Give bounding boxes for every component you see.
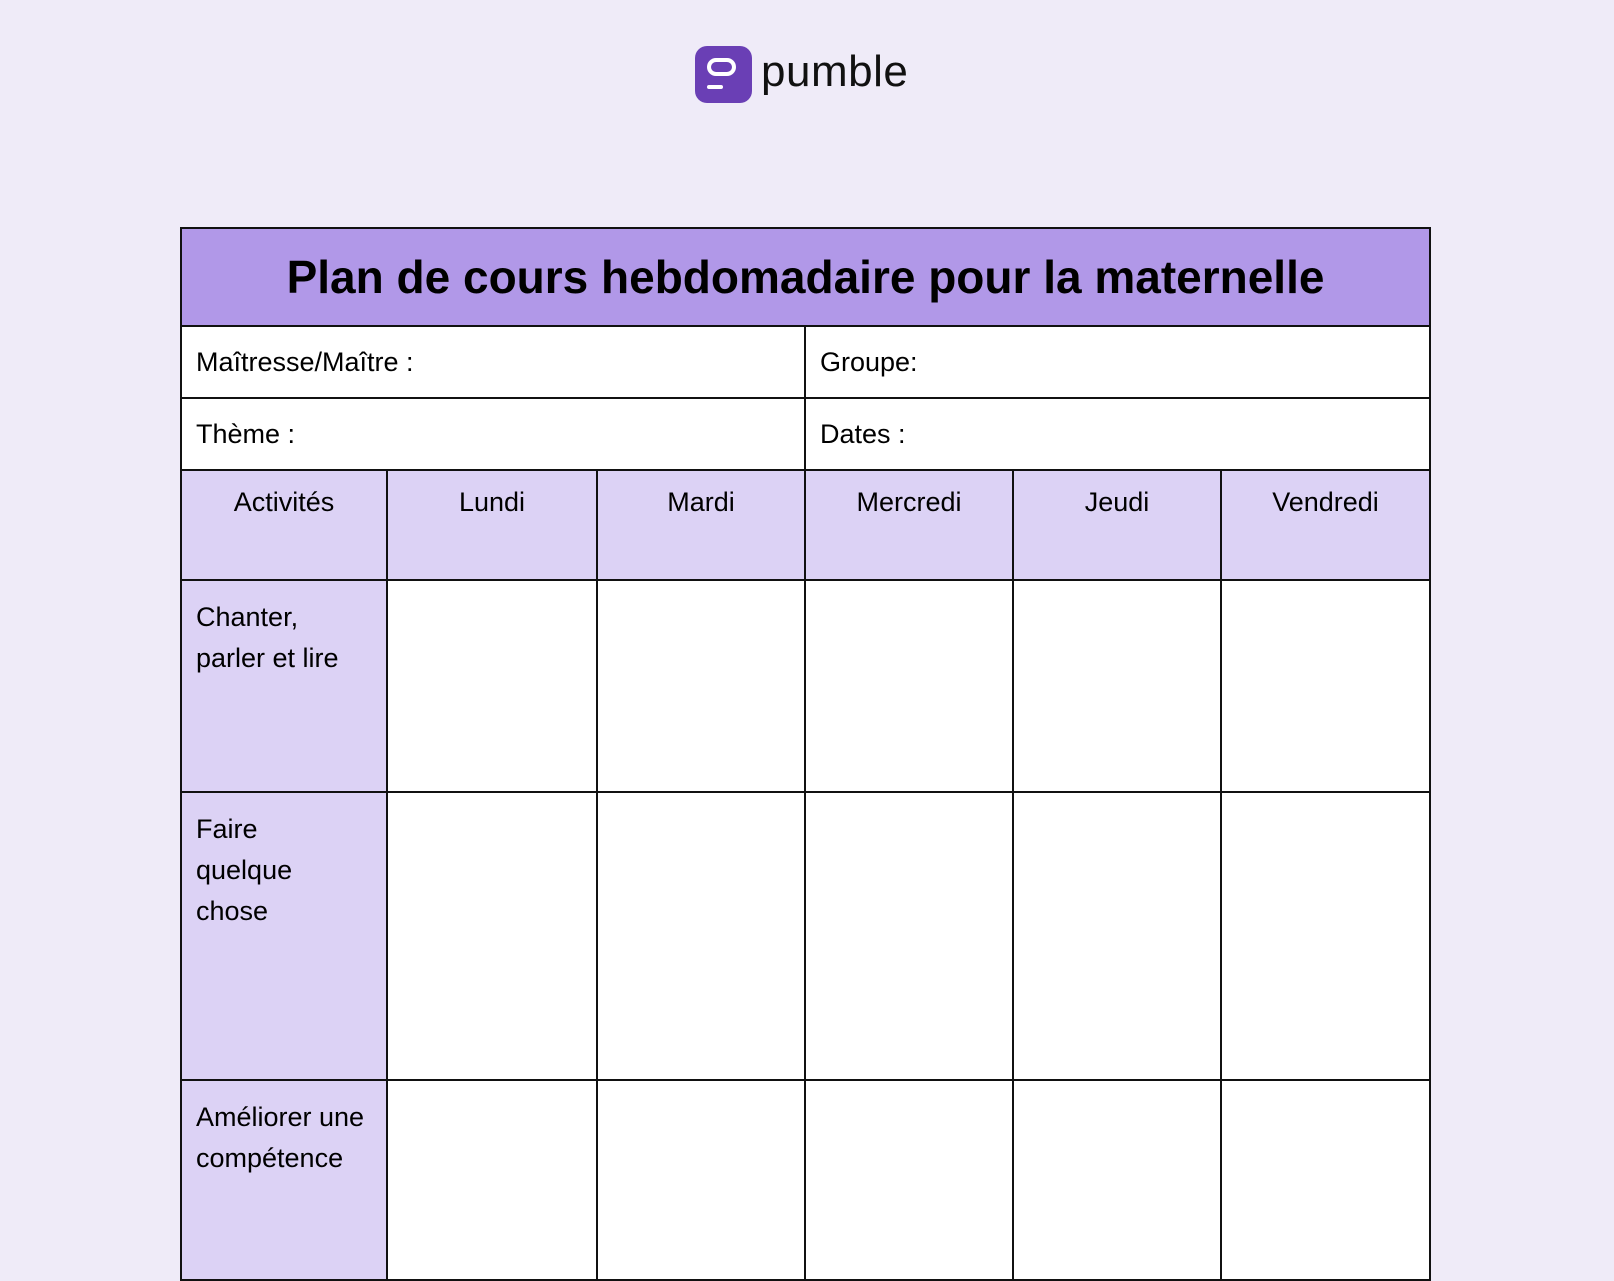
table-row <box>181 1080 1430 1280</box>
table-cell[interactable] <box>805 580 1013 792</box>
table-cell[interactable] <box>1221 792 1430 1080</box>
teacher-field[interactable]: Maîtresse/Maître : <box>181 326 805 398</box>
column-header: Lundi <box>387 470 597 580</box>
dates-field[interactable]: Dates : <box>805 398 1430 470</box>
pumble-logo <box>695 46 908 103</box>
table-cell[interactable] <box>1013 580 1221 792</box>
activity-label: Améliorer une compétence <box>181 1080 387 1280</box>
pumble-logo-icon <box>695 46 752 103</box>
table-cell[interactable] <box>1013 1080 1221 1280</box>
activity-label: Chanter, parler et lire <box>181 580 387 792</box>
column-header: Mardi <box>597 470 805 580</box>
activity-label: Faire quelque chose <box>181 792 387 1080</box>
table-cell[interactable] <box>1221 1080 1430 1280</box>
theme-field[interactable]: Thème : <box>181 398 805 470</box>
column-header: Activités <box>181 470 387 580</box>
table-cell[interactable] <box>597 792 805 1080</box>
group-field[interactable]: Groupe: <box>805 326 1430 398</box>
table-cell[interactable] <box>805 1080 1013 1280</box>
document-title: Plan de cours hebdomadaire pour la maternelle <box>181 228 1430 326</box>
table-cell[interactable] <box>805 792 1013 1080</box>
table-cell[interactable] <box>597 580 805 792</box>
table-cell[interactable] <box>1221 580 1430 792</box>
table-cell[interactable] <box>387 580 597 792</box>
table-cell[interactable] <box>387 1080 597 1280</box>
header-row <box>181 470 1430 580</box>
brand-name: pumble <box>761 46 909 96</box>
column-header: Vendredi <box>1221 470 1430 580</box>
table-row <box>181 792 1430 1080</box>
column-header: Jeudi <box>1013 470 1221 580</box>
table-cell[interactable] <box>387 792 597 1080</box>
table-cell[interactable] <box>597 1080 805 1280</box>
column-header: Mercredi <box>805 470 1013 580</box>
table-row <box>181 580 1430 792</box>
table-cell[interactable] <box>1013 792 1221 1080</box>
lesson-plan-table <box>180 227 1431 1281</box>
